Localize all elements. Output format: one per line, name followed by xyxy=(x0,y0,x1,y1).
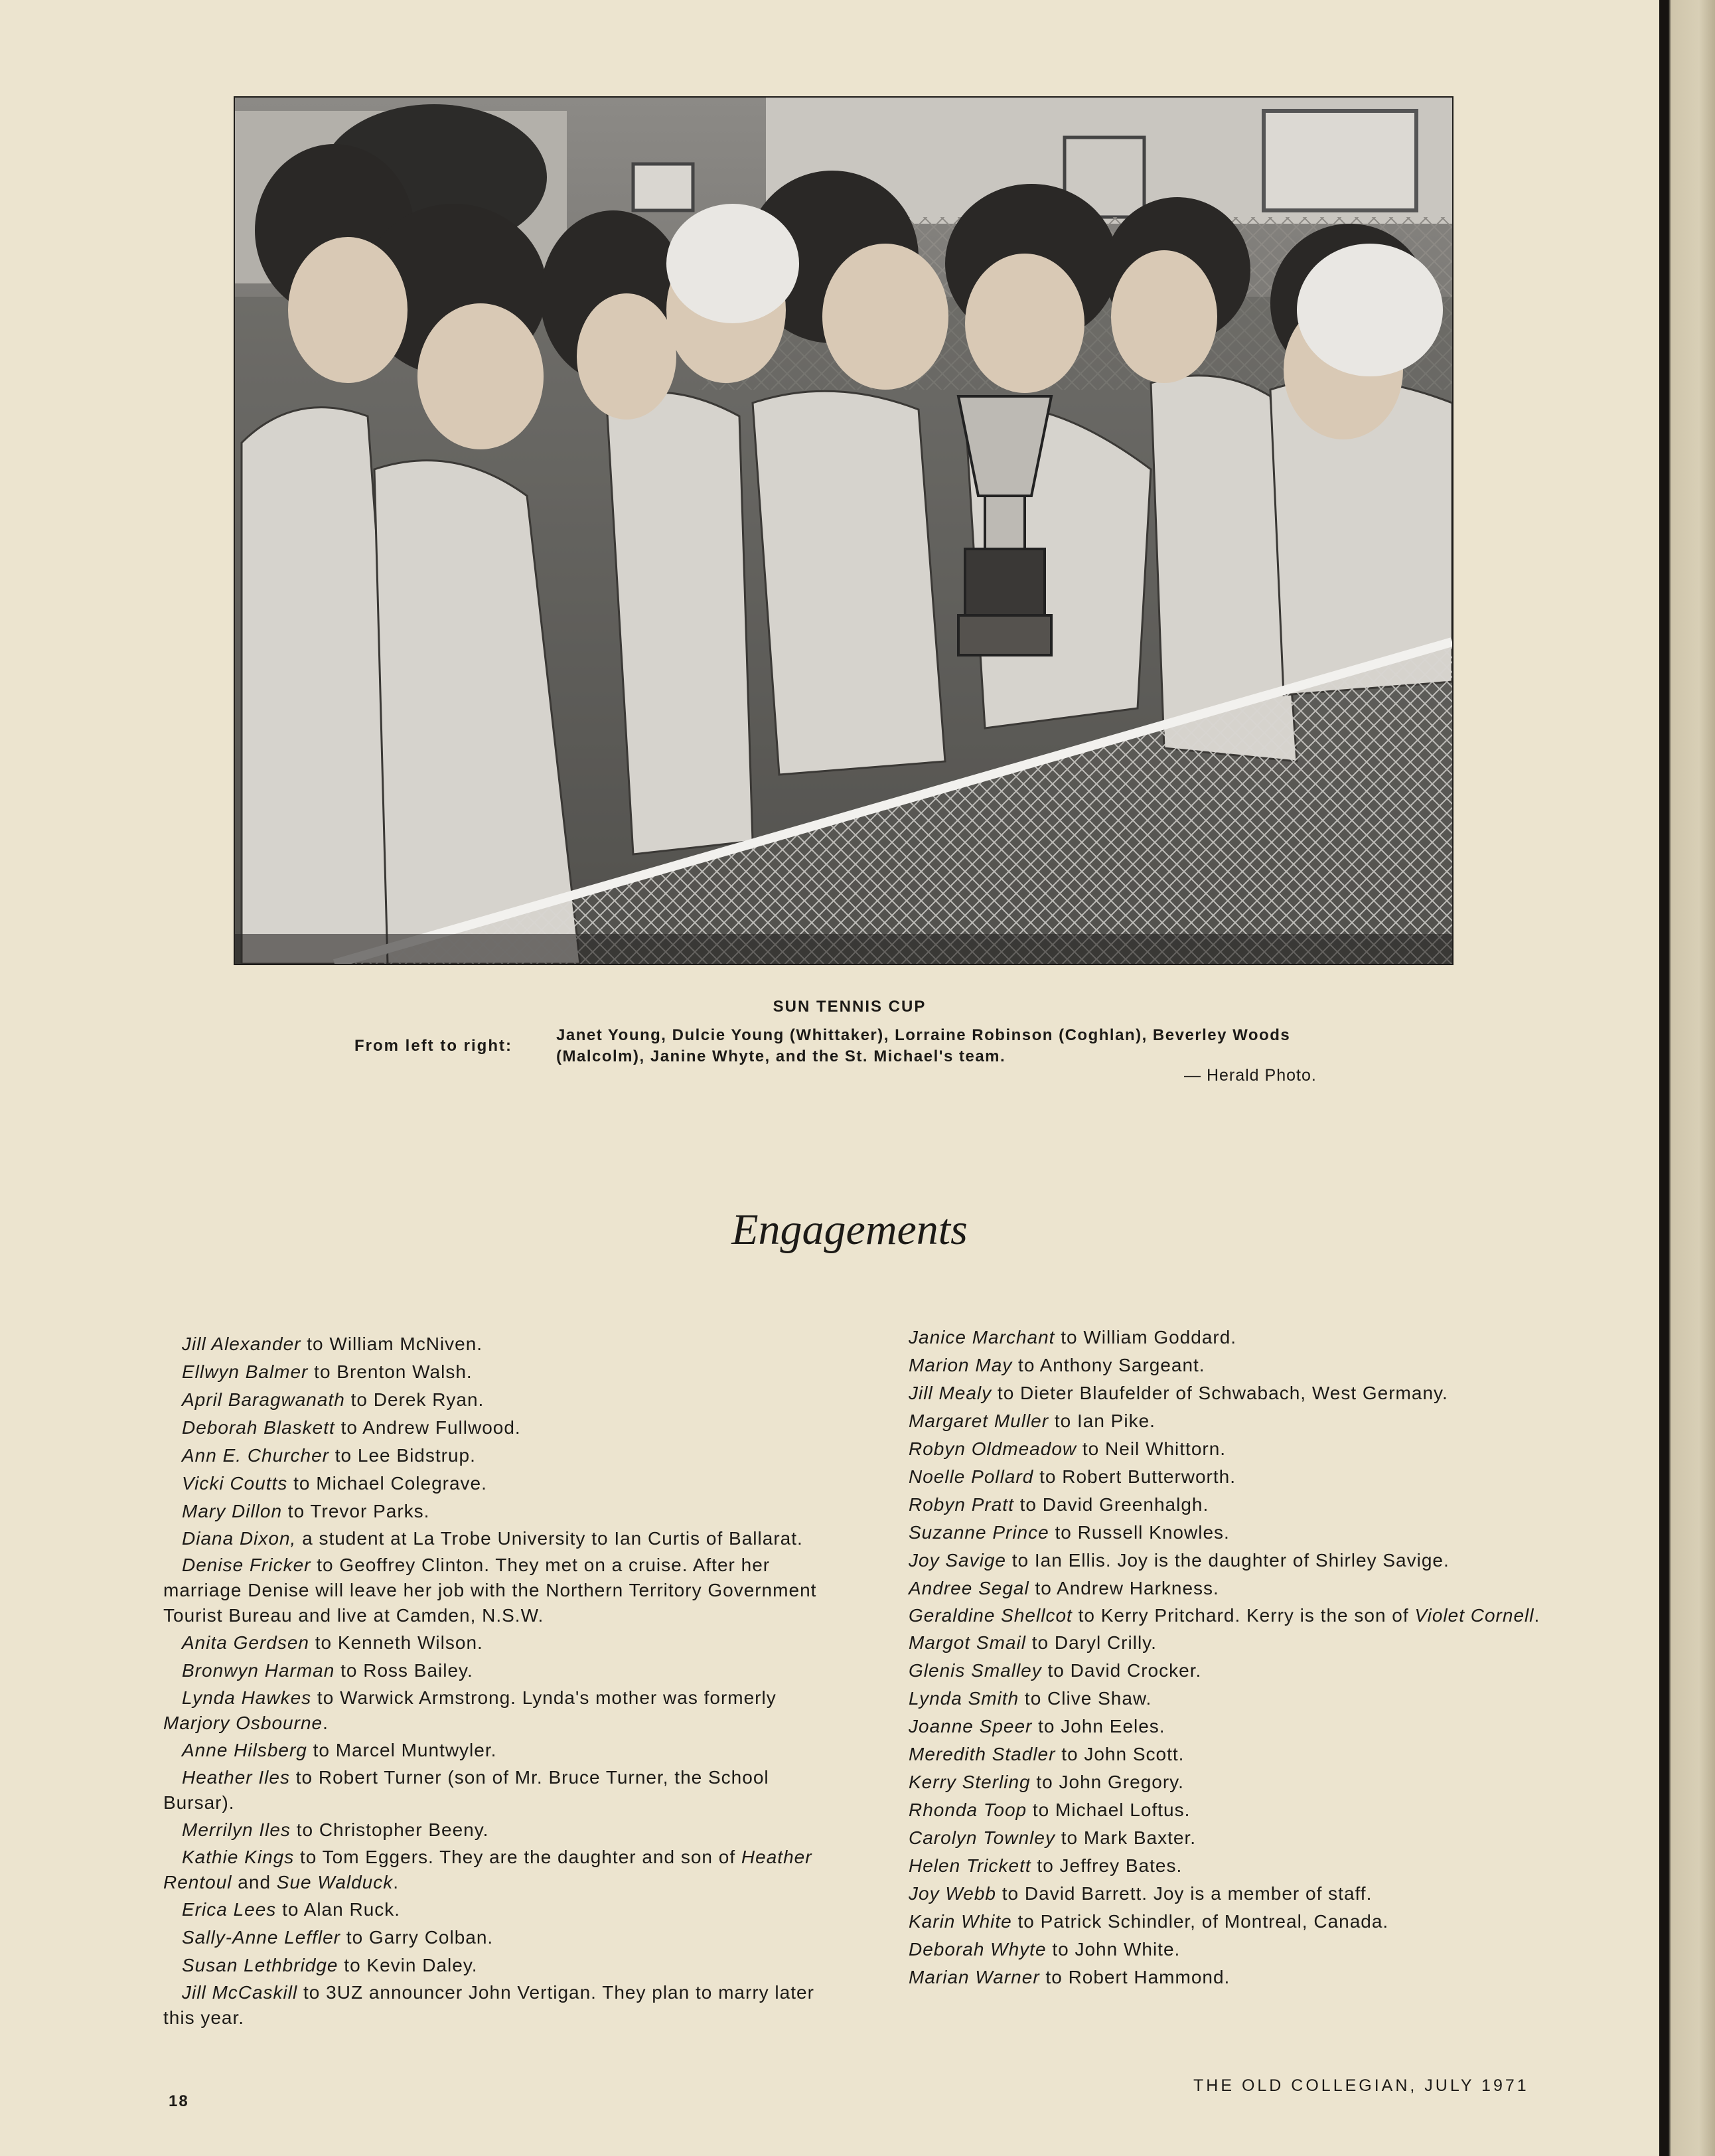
engagement-entry: Joanne Speer to John Eeles. xyxy=(909,1716,1165,1736)
engagement-entry: Rhonda Toop to Michael Loftus. xyxy=(909,1800,1191,1820)
section-title: Engagements xyxy=(731,1205,968,1254)
engagement-entry: Ann E. Churcher to Lee Bidstrup. xyxy=(182,1445,476,1466)
engagement-entry: Joy Savige to Ian Ellis. Joy is the daughter of Shirley Savige. xyxy=(909,1550,1450,1571)
engagement-entry: Glenis Smalley to David Crocker. xyxy=(909,1660,1202,1681)
engagement-entry: Noelle Pollard to Robert Butterworth. xyxy=(909,1466,1236,1487)
engagement-entry: Janice Marchant to William Goddard. xyxy=(909,1327,1237,1348)
page-binding-edge xyxy=(1659,0,1715,2156)
engagement-entry: Robyn Pratt to David Greenhalgh. xyxy=(909,1494,1209,1515)
engagements-left-column xyxy=(163,1331,824,2032)
engagement-entry: Bronwyn Harman to Ross Bailey. xyxy=(182,1660,473,1681)
engagement-entry: Robyn Oldmeadow to Neil Whittorn. xyxy=(909,1438,1227,1459)
engagement-entry: Jill McCaskill to 3UZ announcer John Vertigan. They plan to marry later this year. xyxy=(163,1982,814,2028)
engagement-entry: Margot Smail to Daryl Crilly. xyxy=(909,1632,1157,1653)
engagement-entry: Geraldine Shellcot to Kerry Pritchard. Kerry is the son of Violet Cornell. xyxy=(909,1605,1540,1626)
engagement-entry: Denise Fricker to Geoffrey Clinton. They met on a cruise. After her marriage Denise will leave her job with the Northern Territory Government Tourist Bureau and live at Camden, N.S.W. xyxy=(163,1555,817,1626)
engagement-entry: Jill Alexander to William McNiven. xyxy=(182,1334,483,1354)
engagement-entry: Ellwyn Balmer to Brenton Walsh. xyxy=(182,1361,473,1382)
engagement-entry: Marian Warner to Robert Hammond. xyxy=(909,1967,1230,1987)
page-number: 18 xyxy=(169,2092,189,2110)
engagement-entry: Heather Iles to Robert Turner (son of Mr. Bruce Turner, the School Bursar). xyxy=(163,1767,769,1813)
caption-names: Janet Young, Dulcie Young (Whittaker), Lorraine Robinson (Coghlan), Beverley Woods (Malcolm), Janine Whyte, and the St. Michael's team. xyxy=(556,1026,1291,1065)
caption-lead: From left to right: xyxy=(354,1037,512,1055)
engagement-entry: Anita Gerdsen to Kenneth Wilson. xyxy=(182,1632,483,1653)
engagement-entry: Joy Webb to David Barrett. Joy is a member of staff. xyxy=(909,1883,1373,1904)
engagement-entry: Vicki Coutts to Michael Colegrave. xyxy=(182,1473,487,1494)
engagement-entry: Helen Trickett to Jeffrey Bates. xyxy=(909,1855,1183,1876)
engagement-entry: Suzanne Prince to Russell Knowles. xyxy=(909,1522,1230,1543)
engagement-entry: Mary Dillon to Trevor Parks. xyxy=(182,1501,430,1521)
engagement-entry: Marion May to Anthony Sargeant. xyxy=(909,1355,1205,1375)
team-photo xyxy=(234,96,1454,965)
engagement-entry: Deborah Whyte to John White. xyxy=(909,1939,1181,1960)
engagement-entry: Jill Mealy to Dieter Blaufelder of Schwabach, West Germany. xyxy=(909,1383,1448,1403)
engagement-entry: Kerry Sterling to John Gregory. xyxy=(909,1772,1184,1792)
engagement-entry: Erica Lees to Alan Ruck. xyxy=(182,1899,401,1920)
engagement-entry: Anne Hilsberg to Marcel Muntwyler. xyxy=(182,1740,497,1760)
engagement-entry: Lynda Hawkes to Warwick Armstrong. Lynda's mother was formerly Marjory Osbourne. xyxy=(163,1687,777,1733)
photo-credit: — Herald Photo. xyxy=(1184,1066,1317,1085)
team-photo-illustration xyxy=(235,98,1452,964)
engagement-entry: Susan Lethbridge to Kevin Daley. xyxy=(182,1955,478,1975)
engagement-entry: Lynda Smith to Clive Shaw. xyxy=(909,1688,1152,1709)
engagement-entry: Margaret Muller to Ian Pike. xyxy=(909,1411,1156,1431)
engagement-entry: Sally-Anne Leffler to Garry Colban. xyxy=(182,1927,494,1948)
engagement-entry: Deborah Blaskett to Andrew Fullwood. xyxy=(182,1417,521,1438)
engagement-entry: Andree Segal to Andrew Harkness. xyxy=(909,1578,1219,1598)
engagement-entry: Meredith Stadler to John Scott. xyxy=(909,1744,1185,1764)
publication-footer: THE OLD COLLEGIAN, JULY 1971 xyxy=(1193,2076,1529,2095)
engagements-right-column xyxy=(890,1324,1555,1992)
caption-title: SUN TENNIS CUP xyxy=(773,998,927,1016)
engagement-entry: Carolyn Townley to Mark Baxter. xyxy=(909,1827,1197,1848)
engagement-entry: Kathie Kings to Tom Eggers. They are the daughter and son of Heather Rentoul and Sue Walduck. xyxy=(163,1847,812,1892)
engagement-entry: Merrilyn Iles to Christopher Beeny. xyxy=(182,1819,489,1840)
engagement-entry: Karin White to Patrick Schindler, of Montreal, Canada. xyxy=(909,1911,1389,1932)
engagement-entry: April Baragwanath to Derek Ryan. xyxy=(182,1389,485,1410)
engagement-entry: Diana Dixon, a student at La Trobe University to Ian Curtis of Ballarat. xyxy=(182,1528,803,1549)
